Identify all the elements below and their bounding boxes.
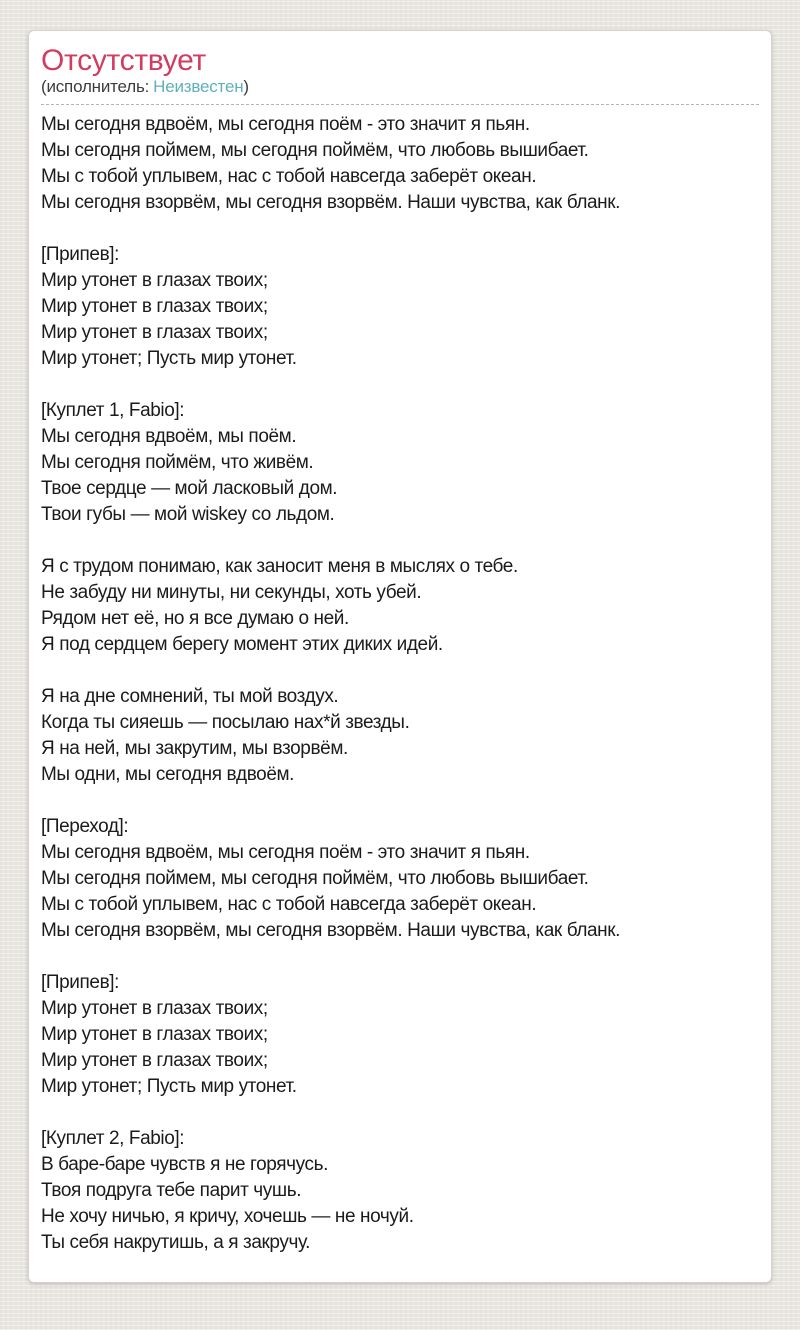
artist-close-paren: ) xyxy=(243,77,249,96)
lyric-line: Мы сегодня взорвём, мы сегодня взорвём. Наши чувства, как бланк. xyxy=(41,192,621,213)
lyric-line: Мы сегодня взорвём, мы сегодня взорвём. Наши чувства, как бланк. xyxy=(41,920,621,941)
artist-line xyxy=(41,77,759,105)
stanza xyxy=(41,112,759,216)
lyric-line: Мы сегодня вдвоём, мы поём. xyxy=(41,426,297,447)
lyric-line: Мир утонет в глазах твоих; xyxy=(41,322,268,343)
lyric-line: Мир утонет; Пусть мир утонет. xyxy=(41,348,297,369)
lyric-line: Я под сердцем берегу момент этих диких идей. xyxy=(41,634,443,655)
stanza xyxy=(41,684,759,788)
lyric-line: Ты себя накрутишь, а я закручу. xyxy=(41,1232,311,1253)
lyric-line: Когда ты сияешь — посылаю нах*й звезды. xyxy=(41,712,410,733)
stanza xyxy=(41,398,759,528)
lyric-line: Я с трудом понимаю, как заносит меня в мыслях о тебе. xyxy=(41,556,518,577)
lyrics-card xyxy=(28,30,772,1283)
lyric-line: Твоя подруга тебе парит чушь. xyxy=(41,1180,302,1201)
stanza xyxy=(41,1126,759,1256)
lyric-line: Мы одни, мы сегодня вдвоём. xyxy=(41,764,295,785)
lyric-line: Не забуду ни минуты, ни секунды, хоть убей. xyxy=(41,582,422,603)
artist-label: (исполнитель: xyxy=(41,77,150,96)
header xyxy=(41,45,759,105)
lyric-line: Не хочу ничью, я кричу, хочешь — не ночуй. xyxy=(41,1206,414,1227)
lyric-line: Мы сегодня поймем, мы сегодня поймём, что любовь вышибает. xyxy=(41,868,589,889)
lyric-line: Мир утонет в глазах твоих; xyxy=(41,270,268,291)
lyric-line: [Переход]: xyxy=(41,816,129,837)
song-title: Отсутствует xyxy=(41,44,206,77)
lyric-line: Мир утонет в глазах твоих; xyxy=(41,1050,268,1071)
stanza xyxy=(41,554,759,658)
lyric-line: Мы сегодня поймём, что живём. xyxy=(41,452,314,473)
lyric-line: Мир утонет в глазах твоих; xyxy=(41,296,268,317)
artist-link[interactable]: Неизвестен xyxy=(153,77,244,96)
lyric-line: Мы сегодня вдвоём, мы сегодня поём - это значит я пьян. xyxy=(41,114,530,135)
stanza xyxy=(41,242,759,372)
lyric-line: Мир утонет в глазах твоих; xyxy=(41,998,268,1019)
lyric-line: Мы сегодня поймем, мы сегодня поймём, что любовь вышибает. xyxy=(41,140,589,161)
page-background xyxy=(0,30,800,1330)
lyric-line: Мир утонет; Пусть мир утонет. xyxy=(41,1076,297,1097)
lyric-line: [Куплет 1, Fabio]: xyxy=(41,400,185,421)
lyric-line: [Куплет 2, Fabio]: xyxy=(41,1128,185,1149)
lyric-line: Рядом нет её, но я все думаю о ней. xyxy=(41,608,349,629)
lyric-line: Я на ней, мы закрутим, мы взорвём. xyxy=(41,738,348,759)
lyric-line: [Припев]: xyxy=(41,244,120,265)
lyric-line: Мир утонет в глазах твоих; xyxy=(41,1024,268,1045)
lyric-line: Мы сегодня вдвоём, мы сегодня поём - это значит я пьян. xyxy=(41,842,530,863)
stanza xyxy=(41,970,759,1100)
lyric-line: [Припев]: xyxy=(41,972,120,993)
lyric-line: Мы с тобой уплывем, нас с тобой навсегда заберёт океан. xyxy=(41,166,537,187)
lyric-line: Твое сердце — мой ласковый дом. xyxy=(41,478,338,499)
stanza xyxy=(41,814,759,944)
lyric-line: В баре-баре чувств я не горячусь. xyxy=(41,1154,328,1175)
lyric-line: Твои губы — мой wiskey со льдом. xyxy=(41,504,335,525)
lyric-line: Я на дне сомнений, ты мой воздух. xyxy=(41,686,339,707)
lyrics-body xyxy=(41,112,759,1256)
lyric-line: Мы с тобой уплывем, нас с тобой навсегда заберёт океан. xyxy=(41,894,537,915)
